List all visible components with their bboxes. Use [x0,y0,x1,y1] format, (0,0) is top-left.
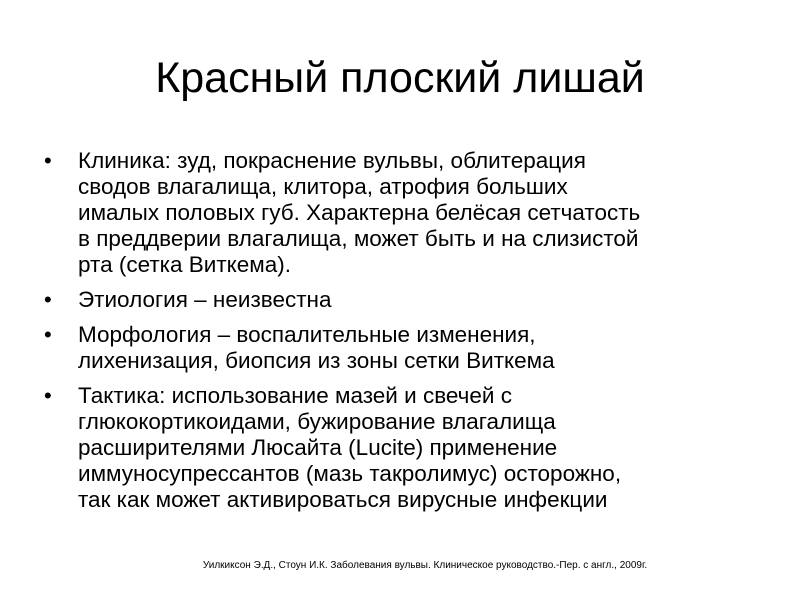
bullet-line: расширителями Люсайта (Lucite) применение [78,435,558,460]
bullet-list [44,148,744,522]
bullet-line: ималых половых губ. Характерна белёсая сетчатость [78,200,641,225]
bullet-line: сводов влагалища, клитора, атрофия больших [78,174,568,199]
bullet-line: в преддверии влагалища, может быть и на слизистой [78,226,639,251]
bullet-item-etiology [44,287,744,313]
bullet-line: иммуносупрессантов (мазь такролимус) осторожно, [78,461,622,486]
bullet-marker-icon: • [44,287,52,312]
bullet-line: лихенизация, биопсия из зоны сетки Виткема [78,348,555,373]
citation-footer: Уилкиксон Э.Д., Стоун И.К. Заболевания вульвы. Клиническое руководство.-Пер. с англ., 2009г. [202,560,648,571]
bullet-marker-icon: • [44,383,52,408]
bullet-marker-icon: • [44,322,52,347]
bullet-line: рта (сетка Виткема). [78,252,291,277]
bullet-line: глюкокортикоидами, бужирование влагалища [78,409,556,434]
bullet-item-clinic [44,148,744,278]
bullet-marker-icon: • [44,148,52,173]
bullet-line: Клиника: зуд, покраснение вульвы, облитерация [78,148,586,173]
bullet-line: Тактика: использование мазей и свечей с [78,383,512,408]
bullet-item-morphology [44,322,744,374]
bullet-item-tactics [44,383,744,513]
bullet-line: Этиология – неизвестна [78,287,332,312]
bullet-line: так как может активироваться вирусные инфекции [78,487,608,512]
bullet-line: Морфология – воспалительные изменения, [78,322,536,347]
slide-title: Красный плоский лишай [155,54,645,102]
